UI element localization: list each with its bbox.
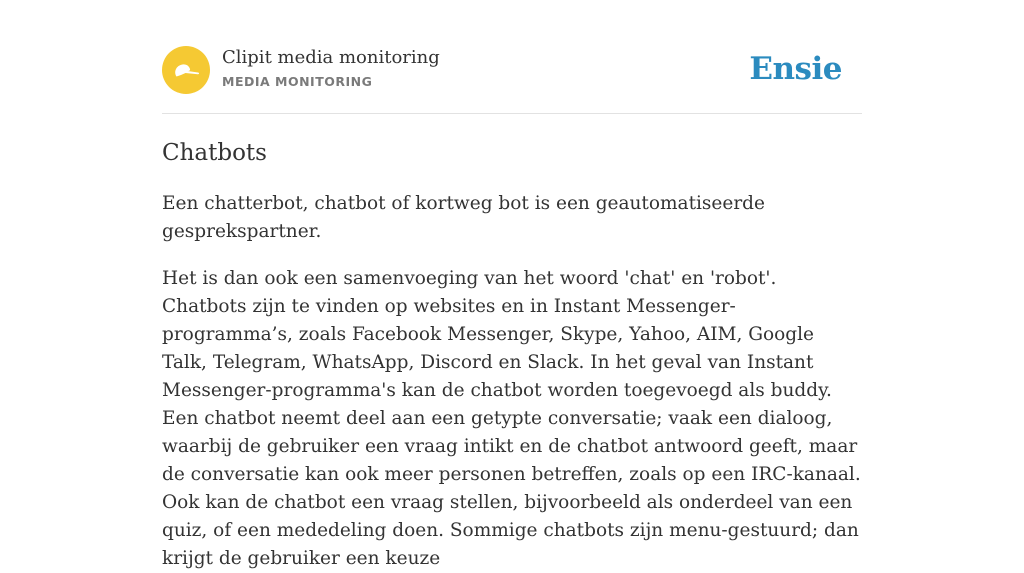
author-avatar[interactable] xyxy=(162,46,210,94)
article-paragraph: Het is dan ook een samenvoeging van het woord 'chat' en 'robot'. Chatbots zijn te vinden op websites en in Instant Messenger-programma’s, zoals Facebook Messenger, Skype, Yahoo, AIM, Google Talk, Telegram, WhatsApp, Discord en Slack. In het geval van Instant Messenger-programma's kan de chatbot worden toegevoegd als buddy. xyxy=(162,268,832,401)
brand-logo[interactable]: Ensie xyxy=(749,51,842,87)
page-title: Chatbots xyxy=(162,140,267,166)
article-intro: Een chatterbot, chatbot of kortweg bot is een geautomatiseerde gesprekspartner. xyxy=(162,193,765,242)
author-name[interactable]: Clipit media monitoring xyxy=(222,47,440,68)
header-divider xyxy=(162,113,862,114)
article-body xyxy=(162,190,862,573)
article-paragraph: Een chatbot neemt deel aan een getypte conversatie; vaak een dialoog, waarbij de gebruiker een vraag intikt en de chatbot antwoord geeft, maar de conversatie kan ook meer personen betreffen, zoals op een IRC-kanaal. Ook kan de chatbot een vraag stellen, bijvoorbeeld als onderdeel van een quiz, of een mededeling doen. Sommige chatbots zijn menu-gestuurd; dan krijgt de gebruiker een keuze xyxy=(162,408,861,569)
speech-bubble-icon xyxy=(162,46,210,94)
author-header xyxy=(162,46,862,96)
author-subtitle: MEDIA MONITORING xyxy=(222,74,373,89)
